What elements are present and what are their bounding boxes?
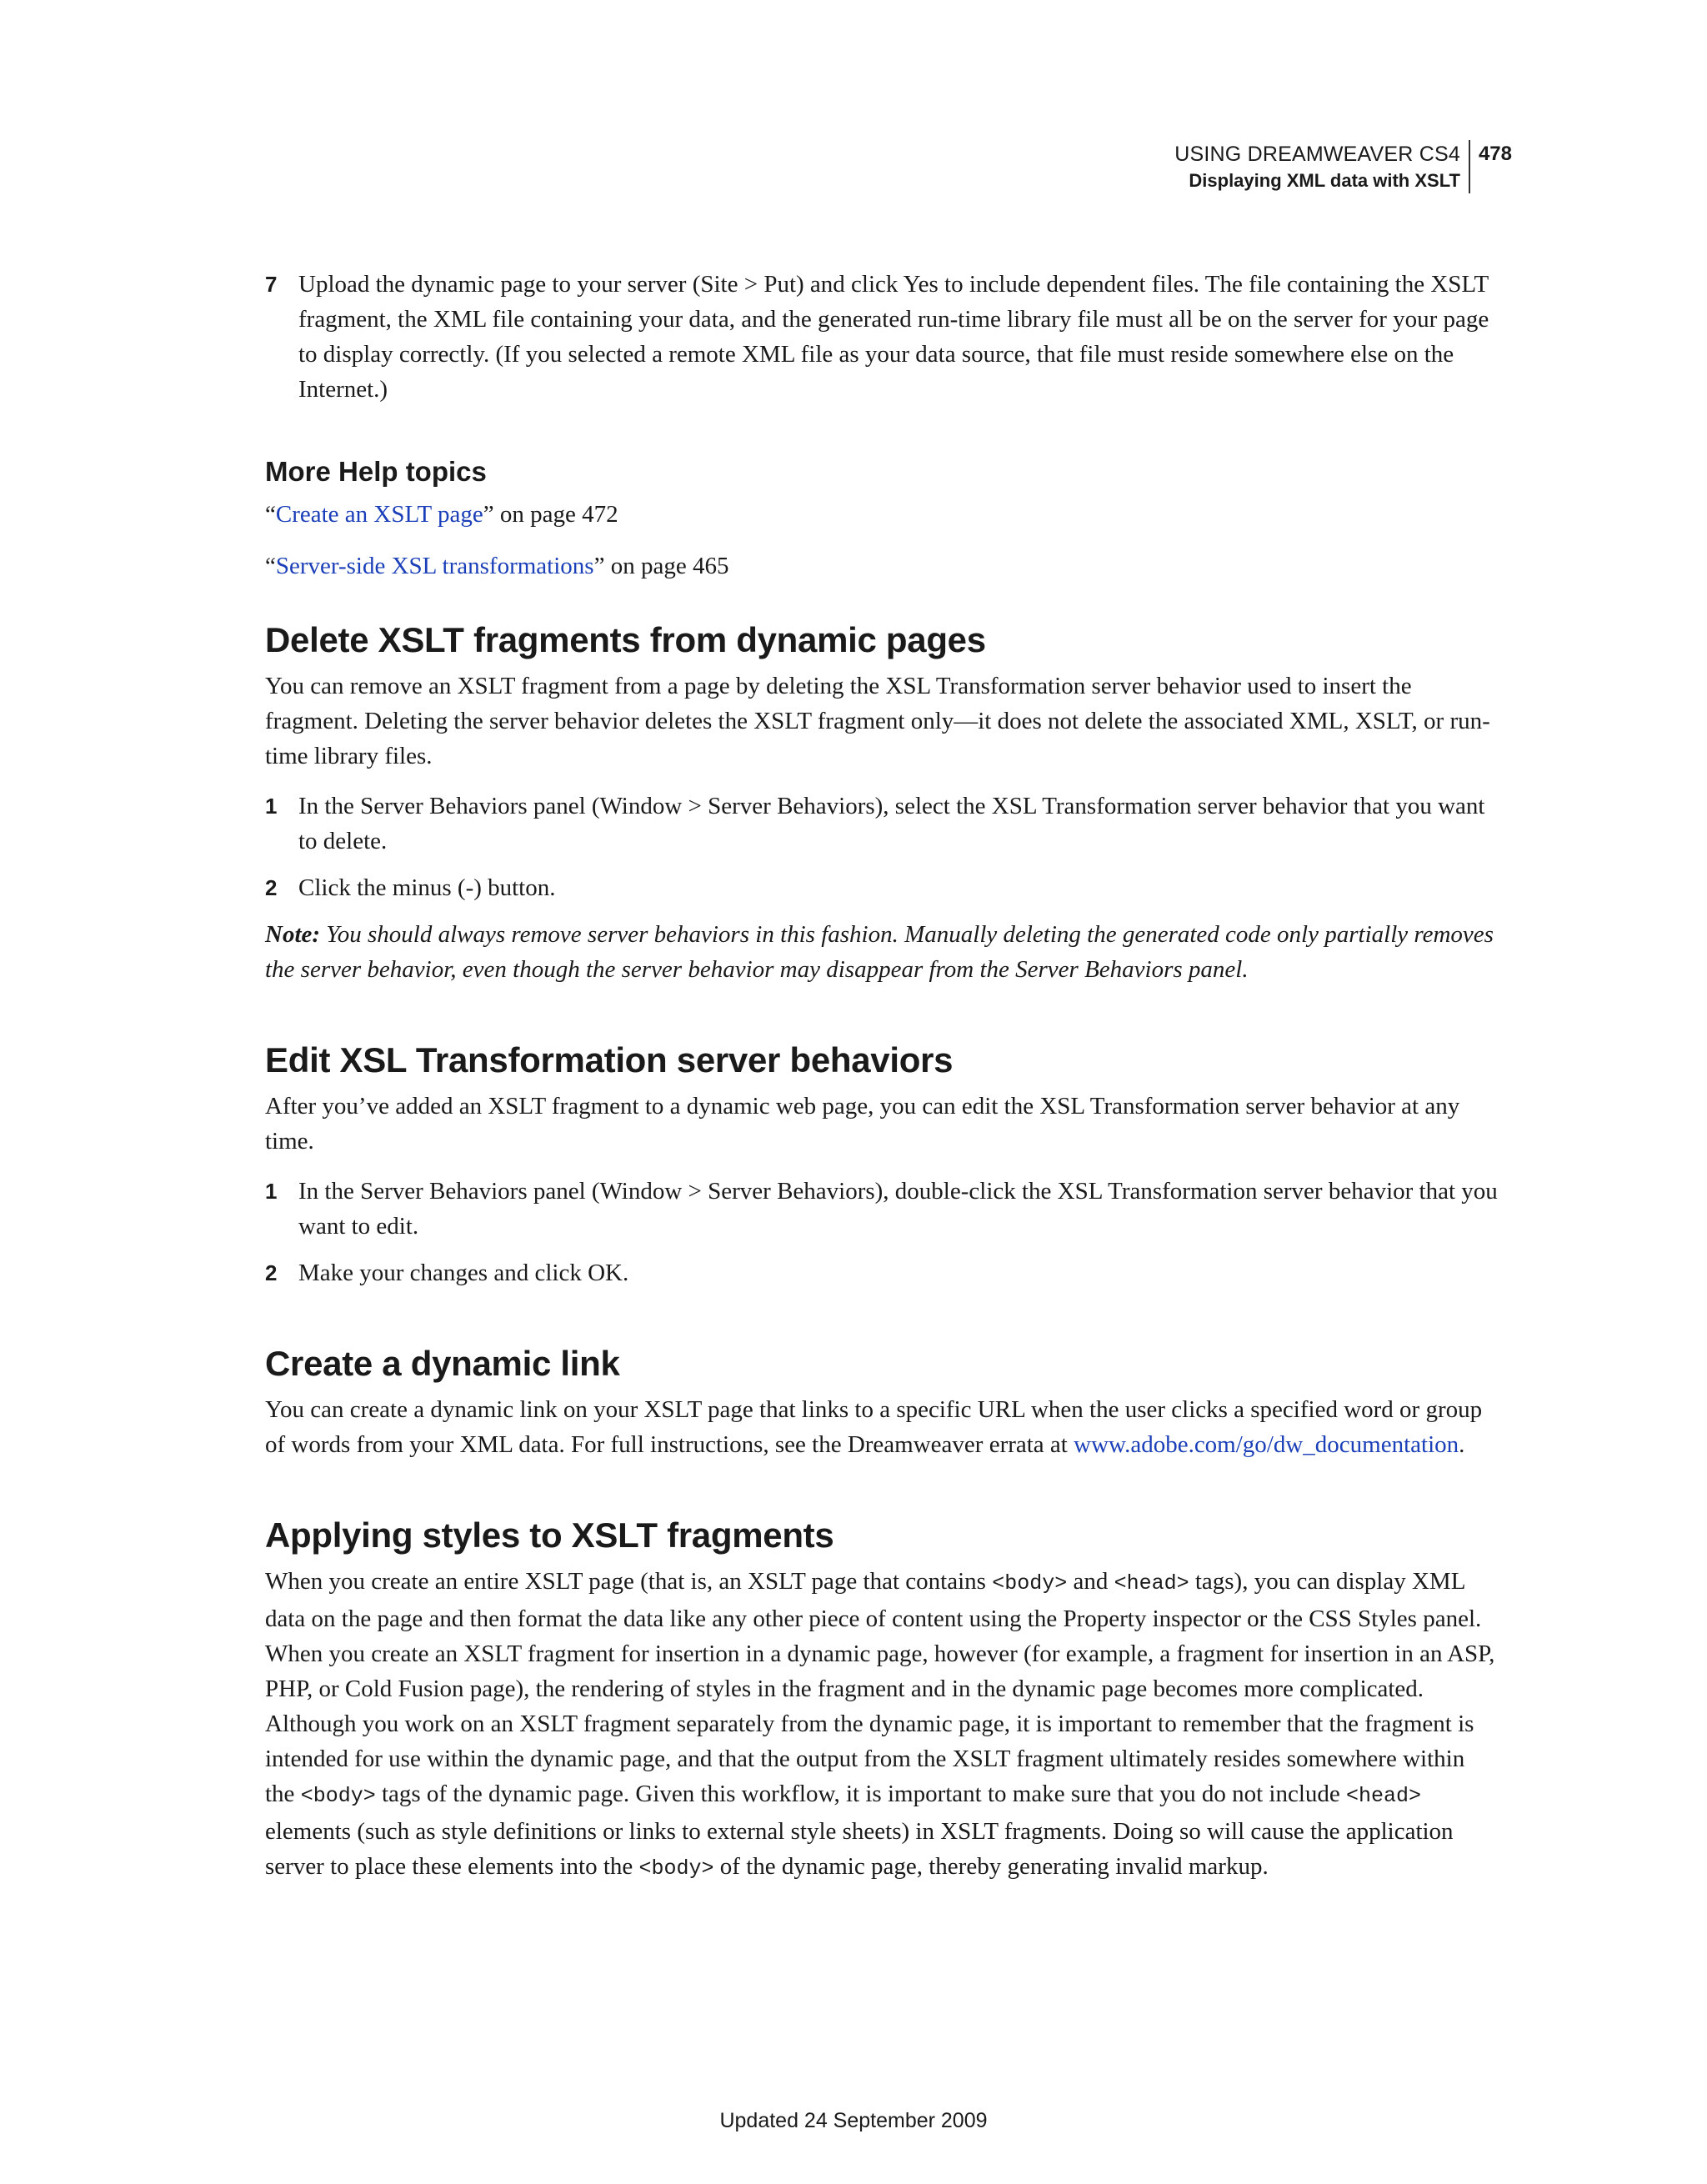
code-body-tag: <body>	[992, 1571, 1068, 1595]
more-help-heading: More Help topics	[265, 456, 487, 487]
code-body-tag: <body>	[638, 1856, 714, 1881]
section-body: You can create a dynamic link on your XSLT page that links to a specific URL when the user clicks a specified word or group of words from your XML data. For full instructions, see the Dreamweaver errata at www.adobe.com/go/dw_documentation.	[265, 1396, 1483, 1458]
section-heading-applying-styles: Applying styles to XSLT fragments	[265, 1515, 834, 1555]
step-text: Click the minus (-) button.	[298, 874, 556, 901]
section-intro: After you’ve added an XSLT fragment to a dynamic web page, you can edit the XSL Transformation server behavior at any time.	[265, 1093, 1460, 1155]
code-body-tag: <body>	[300, 1784, 376, 1808]
help-topic-link-server-side-xsl[interactable]: Server-side XSL transformations	[275, 553, 594, 579]
step-text: In the Server Behaviors panel (Window > Server Behaviors), select the XSL Transformation server behavior that you want to delete.	[298, 793, 1485, 854]
running-header-titles	[1174, 140, 1470, 193]
section-heading-delete-xslt: Delete XSLT fragments from dynamic pages	[265, 620, 986, 659]
help-topic-link-create-xslt-page[interactable]: Create an XSLT page	[275, 501, 483, 528]
section-heading-dynamic-link: Create a dynamic link	[265, 1344, 620, 1383]
section-heading-edit-xsl: Edit XSL Transformation server behaviors	[265, 1040, 954, 1079]
step-text: Upload the dynamic page to your server (Site > Put) and click Yes to include dependent files. The file containing the XSLT fragment, the XML file containing your data, and the generated run-time library file must all be on the server for your page to display correctly. (If you selected a remote XML file as your data source, that file must reside somewhere else on the Internet.)	[298, 271, 1489, 403]
step-text: In the Server Behaviors panel (Window > Server Behaviors), double-click the XSL Transformation server behavior that you want to edit.	[298, 1178, 1498, 1240]
note-label: Note:	[265, 921, 321, 948]
step-number: 2	[265, 875, 278, 900]
page-footer: Updated 24 September 2009	[719, 2109, 988, 2132]
step-7	[265, 267, 1499, 407]
main-content	[265, 267, 1499, 1886]
step-number: 1	[265, 1179, 278, 1204]
note	[265, 917, 1499, 987]
chapter-title: Displaying XML data with XSLT	[1189, 170, 1460, 191]
running-header	[1174, 140, 1512, 193]
step-number: 2	[265, 1260, 278, 1285]
step-item	[265, 789, 1499, 859]
page-number: 478	[1478, 143, 1512, 165]
step-number: 7	[265, 272, 278, 297]
help-topic-item: “Create an XSLT page” on page 472	[265, 501, 618, 528]
code-head-tag: <head>	[1114, 1571, 1189, 1595]
code-head-tag: <head>	[1346, 1784, 1422, 1808]
documentation-link[interactable]: www.adobe.com/go/dw_documentation	[1074, 1431, 1459, 1458]
step-text: Make your changes and click OK.	[298, 1260, 629, 1286]
step-item	[265, 870, 1499, 905]
section-body: When you create an entire XSLT page (that is, an XSLT page that contains <body> and <head> tags), you can display XML data on the page and then format the data like any other piece of content using the Property inspector or the CSS Styles panel. When you create an XSLT fragment for insertion in a dynamic page, however (for example, a fragment for insertion in an ASP, PHP, or Cold Fusion page), the rendering of styles in the fragment and in the dynamic page becomes more complicated. Although you work on an XSLT fragment separately from the dynamic page, it is important to remember that the fragment is intended for use within the dynamic page, and that the output from the XSLT fragment ultimately resides somewhere within the <body> tags of the dynamic page. Given this workflow, it is important to make sure that you do not include <head> elements (such as style definitions or links to external style sheets) in XSLT fragments. Doing so will cause the application server to place these elements into the <body> of the dynamic page, thereby generating invalid markup.	[265, 1568, 1495, 1881]
step-number: 1	[265, 794, 278, 819]
step-item	[265, 1255, 1499, 1290]
help-topic-item: “Server-side XSL transformations” on page 465	[265, 553, 729, 579]
step-item	[265, 1174, 1499, 1244]
section-intro: You can remove an XSLT fragment from a page by deleting the XSL Transformation server behavior used to insert the fragment. Deleting the server behavior deletes the XSLT fragment only—it does not delete the associated XML, XSLT, or run-time library files.	[265, 673, 1490, 769]
note-text: You should always remove server behaviors in this fashion. Manually deleting the generated code only partially removes the server behavior, even though the server behavior may disappear from the Server Behaviors panel.	[265, 921, 1494, 983]
book-title: USING DREAMWEAVER CS4	[1174, 143, 1460, 166]
